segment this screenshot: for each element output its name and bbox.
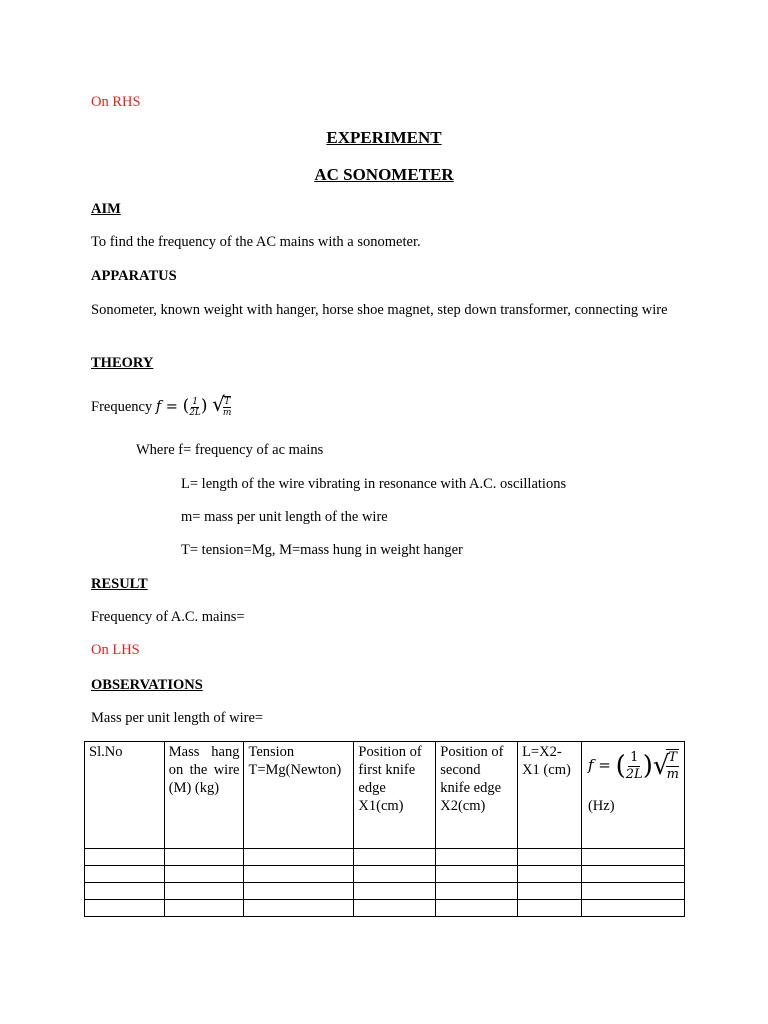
observations-heading: OBSERVATIONS bbox=[91, 677, 203, 693]
on-lhs-label: On LHS bbox=[91, 642, 140, 658]
aim-heading: AIM bbox=[91, 201, 121, 217]
header-slno: Sl.No bbox=[85, 742, 165, 849]
table-cell[interactable] bbox=[85, 849, 165, 866]
table-cell[interactable] bbox=[436, 883, 518, 900]
table-cell[interactable] bbox=[354, 849, 436, 866]
mass-per-length-text: Mass per unit length of wire= bbox=[91, 710, 264, 726]
table-cell[interactable] bbox=[518, 900, 582, 917]
header-length: L=X2-X1 (cm) bbox=[518, 742, 582, 849]
table-cell[interactable] bbox=[244, 883, 354, 900]
result-heading: RESULT bbox=[91, 576, 148, 592]
header-tension: Tension T=Mg(Newton) bbox=[244, 742, 354, 849]
table-cell[interactable] bbox=[164, 900, 244, 917]
frequency-formula bbox=[91, 392, 231, 418]
table-cell[interactable] bbox=[581, 849, 684, 866]
table-cell[interactable] bbox=[518, 883, 582, 900]
table-cell[interactable] bbox=[436, 849, 518, 866]
table-cell[interactable] bbox=[244, 900, 354, 917]
table-cell[interactable] bbox=[354, 900, 436, 917]
table-cell[interactable] bbox=[581, 883, 684, 900]
header-frequency bbox=[581, 742, 684, 849]
header-second-knife-edge: Position of second knife edge X2(cm) bbox=[436, 742, 518, 849]
observations-table bbox=[84, 741, 685, 917]
header-frequency-unit: (Hz) bbox=[587, 798, 615, 814]
table-cell[interactable] bbox=[518, 866, 582, 883]
header-mass: Mass hang on the wire (M) (kg) bbox=[164, 742, 244, 849]
formula-math: f = ( $\frac{1}{2L}$ ) √ $\frac{T}{m}$ bbox=[155, 392, 232, 418]
table-cell[interactable] bbox=[85, 883, 165, 900]
theory-heading: THEORY bbox=[91, 355, 154, 371]
on-rhs-label: On RHS bbox=[91, 94, 141, 110]
formula-prefix: Frequency bbox=[91, 399, 153, 415]
table-row bbox=[85, 866, 685, 883]
table-header-row bbox=[85, 742, 685, 849]
table-cell[interactable] bbox=[85, 900, 165, 917]
where-f-text: Where f= frequency of ac mains bbox=[136, 442, 324, 458]
table-cell[interactable] bbox=[164, 849, 244, 866]
table-row bbox=[85, 900, 685, 917]
def-t-text: T= tension=Mg, M=mass hung in weight hanger bbox=[181, 542, 463, 558]
header-frequency-formula: f = ( $\frac{1}{2L}$ )√ $\frac{T}{m}$ bbox=[587, 749, 679, 782]
table-cell[interactable] bbox=[164, 866, 244, 883]
def-m-text: m= mass per unit length of the wire bbox=[181, 509, 388, 525]
table-cell[interactable] bbox=[164, 883, 244, 900]
table-cell[interactable] bbox=[244, 849, 354, 866]
table-cell[interactable] bbox=[436, 866, 518, 883]
table-cell[interactable] bbox=[354, 866, 436, 883]
header-first-knife-edge: Position of first knife edge X1(cm) bbox=[354, 742, 436, 849]
table-cell[interactable] bbox=[244, 866, 354, 883]
table-row bbox=[85, 883, 685, 900]
def-l-text: L= length of the wire vibrating in resonance with A.C. oscillations bbox=[181, 476, 567, 492]
experiment-title: EXPERIMENT bbox=[326, 128, 442, 147]
apparatus-text: Sonometer, known weight with hanger, horse shoe magnet, step down transformer, connecting wire bbox=[91, 302, 668, 318]
aim-text: To find the frequency of the AC mains with a sonometer. bbox=[91, 234, 421, 250]
apparatus-heading: APPARATUS bbox=[91, 268, 177, 284]
table-cell[interactable] bbox=[518, 849, 582, 866]
experiment-subtitle: AC SONOMETER bbox=[314, 165, 454, 184]
table-cell[interactable] bbox=[354, 883, 436, 900]
table-cell[interactable] bbox=[581, 866, 684, 883]
table-cell[interactable] bbox=[581, 900, 684, 917]
table-cell[interactable] bbox=[85, 866, 165, 883]
table-cell[interactable] bbox=[436, 900, 518, 917]
table-row bbox=[85, 849, 685, 866]
result-text: Frequency of A.C. mains= bbox=[91, 609, 245, 625]
